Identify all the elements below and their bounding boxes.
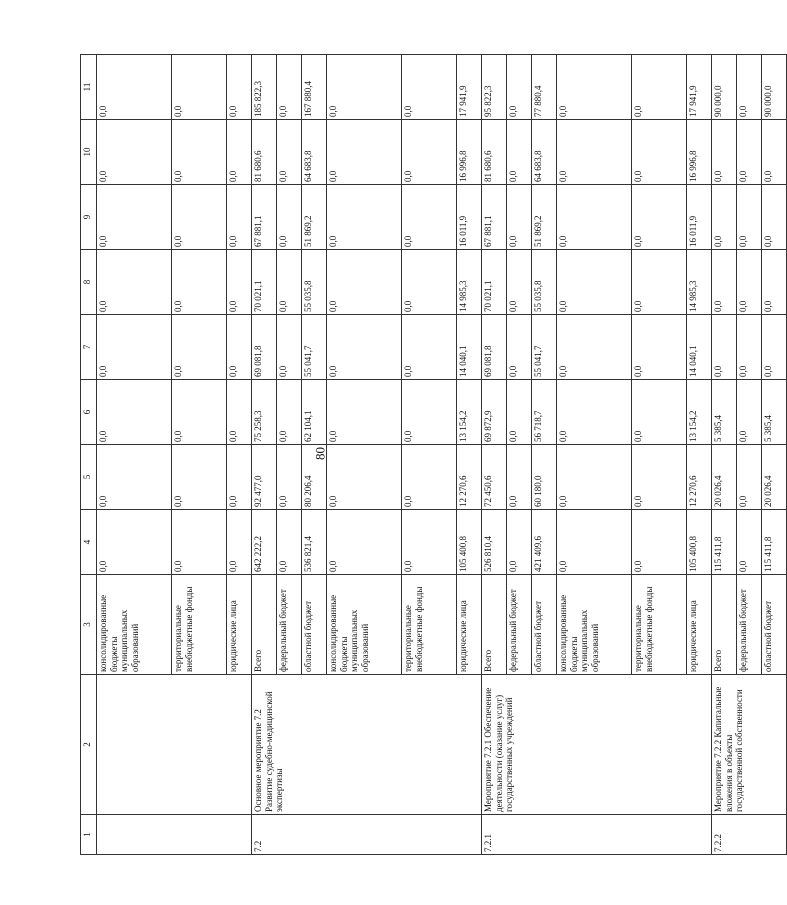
column-number: 2	[81, 675, 97, 815]
amount-cell: 55 041,7	[302, 315, 327, 380]
amount-cell: 0,0	[712, 250, 737, 315]
amount-cell: 185 822,3	[252, 55, 277, 120]
amount-cell: 0,0	[172, 185, 227, 250]
amount-cell: 0,0	[97, 510, 172, 575]
amount-cell: 16 011,9	[687, 185, 712, 250]
amount-cell: 0,0	[227, 445, 252, 510]
amount-cell: 421 409,6	[532, 510, 557, 575]
amount-cell: 0,0	[97, 55, 172, 120]
table-row	[97, 55, 172, 855]
amount-cell: 0,0	[277, 120, 302, 185]
amount-cell: 13 154,2	[687, 380, 712, 445]
amount-cell: 81 680,6	[252, 120, 277, 185]
amount-cell: 14 040,1	[687, 315, 712, 380]
amount-cell: 0,0	[762, 185, 787, 250]
amount-cell: 167 880,4	[302, 55, 327, 120]
amount-cell: 60 180,0	[532, 445, 557, 510]
amount-cell: 0,0	[402, 120, 457, 185]
table-row	[482, 55, 507, 855]
item-code: 7.2.2	[712, 815, 787, 855]
amount-cell: 70 021,1	[482, 250, 507, 315]
page-number: 80	[312, 447, 328, 460]
amount-cell: 0,0	[327, 185, 402, 250]
amount-cell: 0,0	[712, 120, 737, 185]
amount-cell: 0,0	[277, 185, 302, 250]
amount-cell: 0,0	[557, 185, 632, 250]
funding-source: территориальные внебюджетные фонды	[632, 575, 687, 675]
amount-cell: 64 683,8	[302, 120, 327, 185]
table-row	[712, 55, 737, 855]
amount-cell: 0,0	[632, 510, 687, 575]
column-number: 8	[81, 250, 97, 315]
table-body	[97, 55, 787, 855]
amount-cell: 77 880,4	[532, 55, 557, 120]
amount-cell: 0,0	[402, 445, 457, 510]
amount-cell: 12 270,6	[457, 445, 482, 510]
table-row	[252, 55, 277, 855]
amount-cell: 0,0	[402, 185, 457, 250]
amount-cell: 0,0	[762, 120, 787, 185]
amount-cell: 0,0	[557, 315, 632, 380]
amount-cell: 0,0	[632, 250, 687, 315]
amount-cell: 55 035,8	[532, 250, 557, 315]
column-number: 9	[81, 185, 97, 250]
amount-cell: 536 821,4	[302, 510, 327, 575]
amount-cell: 0,0	[327, 55, 402, 120]
amount-cell: 0,0	[557, 510, 632, 575]
amount-cell: 0,0	[227, 250, 252, 315]
amount-cell: 0,0	[632, 315, 687, 380]
amount-cell: 0,0	[402, 380, 457, 445]
amount-cell: 0,0	[97, 315, 172, 380]
item-name: Мероприятие 7.2.2 Капитальные вложения в объекты государственной собственности	[712, 675, 787, 815]
amount-cell: 0,0	[762, 315, 787, 380]
amount-cell: 526 810,4	[482, 510, 507, 575]
amount-cell: 75 258,3	[252, 380, 277, 445]
funding-source: юридические лица	[687, 575, 712, 675]
amount-cell: 0,0	[557, 120, 632, 185]
amount-cell: 0,0	[227, 510, 252, 575]
amount-cell: 81 680,6	[482, 120, 507, 185]
amount-cell: 0,0	[227, 120, 252, 185]
funding-source: Всего	[252, 575, 277, 675]
amount-cell: 0,0	[227, 185, 252, 250]
amount-cell: 0,0	[712, 315, 737, 380]
amount-cell: 13 154,2	[457, 380, 482, 445]
amount-cell: 0,0	[557, 250, 632, 315]
funding-source: федеральный бюджет	[277, 575, 302, 675]
amount-cell: 69 081,8	[482, 315, 507, 380]
amount-cell: 5 385,4	[712, 380, 737, 445]
amount-cell: 0,0	[327, 250, 402, 315]
amount-cell: 51 869,2	[302, 185, 327, 250]
amount-cell: 90 000,0	[762, 55, 787, 120]
amount-cell: 95 822,3	[482, 55, 507, 120]
amount-cell: 12 270,6	[687, 445, 712, 510]
amount-cell: 0,0	[737, 185, 762, 250]
amount-cell: 0,0	[507, 445, 532, 510]
amount-cell: 14 985,3	[687, 250, 712, 315]
item-name	[97, 675, 252, 815]
amount-cell: 0,0	[632, 55, 687, 120]
amount-cell: 0,0	[97, 185, 172, 250]
amount-cell: 51 869,2	[532, 185, 557, 250]
amount-cell: 0,0	[327, 315, 402, 380]
amount-cell: 0,0	[507, 55, 532, 120]
amount-cell: 0,0	[632, 380, 687, 445]
funding-source: областной бюджет	[762, 575, 787, 675]
funding-source: юридические лица	[227, 575, 252, 675]
amount-cell: 0,0	[507, 380, 532, 445]
funding-source: федеральный бюджет	[737, 575, 762, 675]
funding-source: консолидированные бюджеты муниципальных образований	[327, 575, 402, 675]
amount-cell: 0,0	[172, 380, 227, 445]
amount-cell: 0,0	[172, 445, 227, 510]
amount-cell: 80 206,4	[302, 445, 327, 510]
amount-cell: 115 411,8	[762, 510, 787, 575]
amount-cell: 0,0	[762, 250, 787, 315]
amount-cell: 0,0	[97, 250, 172, 315]
amount-cell: 0,0	[402, 510, 457, 575]
funding-source: федеральный бюджет	[507, 575, 532, 675]
amount-cell: 0,0	[632, 445, 687, 510]
column-header-row	[81, 55, 97, 855]
amount-cell: 55 035,8	[302, 250, 327, 315]
amount-cell: 0,0	[97, 120, 172, 185]
amount-cell: 69 872,9	[482, 380, 507, 445]
amount-cell: 115 411,8	[712, 510, 737, 575]
funding-source: Всего	[712, 575, 737, 675]
amount-cell: 0,0	[737, 315, 762, 380]
amount-cell: 0,0	[327, 445, 402, 510]
funding-source: территориальные внебюджетные фонды	[172, 575, 227, 675]
amount-cell: 0,0	[507, 185, 532, 250]
amount-cell: 64 683,8	[532, 120, 557, 185]
column-number: 5	[81, 445, 97, 510]
column-number: 3	[81, 575, 97, 675]
amount-cell: 67 881,1	[252, 185, 277, 250]
amount-cell: 0,0	[97, 380, 172, 445]
amount-cell: 0,0	[277, 55, 302, 120]
funding-source: юридические лица	[457, 575, 482, 675]
amount-cell: 5 385,4	[762, 380, 787, 445]
amount-cell: 67 881,1	[482, 185, 507, 250]
amount-cell: 0,0	[402, 315, 457, 380]
amount-cell: 0,0	[737, 55, 762, 120]
item-name: Мероприятие 7.2.1 Обеспечение деятельности (оказание услуг) государственных учреждений	[482, 675, 712, 815]
amount-cell: 105 400,8	[457, 510, 482, 575]
column-number: 11	[81, 55, 97, 120]
funding-source: областной бюджет	[532, 575, 557, 675]
amount-cell: 20 026,4	[712, 445, 737, 510]
amount-cell: 0,0	[402, 250, 457, 315]
amount-cell: 0,0	[227, 315, 252, 380]
amount-cell: 0,0	[327, 120, 402, 185]
funding-source: областной бюджет	[302, 575, 327, 675]
amount-cell: 17 941,9	[687, 55, 712, 120]
amount-cell: 0,0	[227, 380, 252, 445]
funding-source: консолидированные бюджеты муниципальных образований	[557, 575, 632, 675]
amount-cell: 69 081,8	[252, 315, 277, 380]
column-number: 6	[81, 380, 97, 445]
amount-cell: 0,0	[737, 510, 762, 575]
item-code: 7.2	[252, 815, 482, 855]
amount-cell: 90 000,0	[712, 55, 737, 120]
amount-cell: 56 718,7	[532, 380, 557, 445]
funding-source: территориальные внебюджетные фонды	[402, 575, 457, 675]
item-code: 7.2.1	[482, 815, 712, 855]
column-number: 10	[81, 120, 97, 185]
amount-cell: 55 041,7	[532, 315, 557, 380]
amount-cell: 0,0	[277, 510, 302, 575]
amount-cell: 0,0	[737, 120, 762, 185]
amount-cell: 0,0	[557, 380, 632, 445]
amount-cell: 0,0	[557, 445, 632, 510]
amount-cell: 72 450,6	[482, 445, 507, 510]
amount-cell: 0,0	[507, 120, 532, 185]
amount-cell: 0,0	[737, 445, 762, 510]
amount-cell: 0,0	[507, 315, 532, 380]
amount-cell: 0,0	[327, 510, 402, 575]
amount-cell: 0,0	[507, 510, 532, 575]
amount-cell: 16 011,9	[457, 185, 482, 250]
funding-source: консолидированные бюджеты муниципальных образований	[97, 575, 172, 675]
amount-cell: 0,0	[712, 185, 737, 250]
amount-cell: 0,0	[172, 510, 227, 575]
amount-cell: 0,0	[227, 55, 252, 120]
amount-cell: 0,0	[737, 380, 762, 445]
amount-cell: 92 477,0	[252, 445, 277, 510]
amount-cell: 0,0	[632, 120, 687, 185]
amount-cell: 20 026,4	[762, 445, 787, 510]
amount-cell: 14 040,1	[457, 315, 482, 380]
amount-cell: 14 985,3	[457, 250, 482, 315]
amount-cell: 0,0	[277, 380, 302, 445]
amount-cell: 16 996,8	[687, 120, 712, 185]
amount-cell: 0,0	[172, 55, 227, 120]
amount-cell: 0,0	[632, 185, 687, 250]
amount-cell: 16 996,8	[457, 120, 482, 185]
amount-cell: 0,0	[172, 120, 227, 185]
funding-source: Всего	[482, 575, 507, 675]
amount-cell: 17 941,9	[457, 55, 482, 120]
rotated-table-wrapper	[80, 55, 773, 855]
amount-cell: 642 222,2	[252, 510, 277, 575]
column-number: 1	[81, 815, 97, 855]
item-code	[97, 815, 252, 855]
amount-cell: 0,0	[277, 250, 302, 315]
amount-cell: 0,0	[277, 315, 302, 380]
amount-cell: 0,0	[507, 250, 532, 315]
amount-cell: 70 021,1	[252, 250, 277, 315]
amount-cell: 0,0	[172, 315, 227, 380]
amount-cell: 0,0	[327, 380, 402, 445]
budget-table	[80, 54, 787, 855]
amount-cell: 0,0	[277, 445, 302, 510]
amount-cell: 0,0	[172, 250, 227, 315]
item-name: Основное мероприятие 7.2 Развитие судебно-медицинской экспертизы	[252, 675, 482, 815]
amount-cell: 0,0	[737, 250, 762, 315]
amount-cell: 105 400,8	[687, 510, 712, 575]
amount-cell: 0,0	[97, 445, 172, 510]
amount-cell: 0,0	[557, 55, 632, 120]
column-number: 7	[81, 315, 97, 380]
column-number: 4	[81, 510, 97, 575]
amount-cell: 62 104,1	[302, 380, 327, 445]
amount-cell: 0,0	[402, 55, 457, 120]
